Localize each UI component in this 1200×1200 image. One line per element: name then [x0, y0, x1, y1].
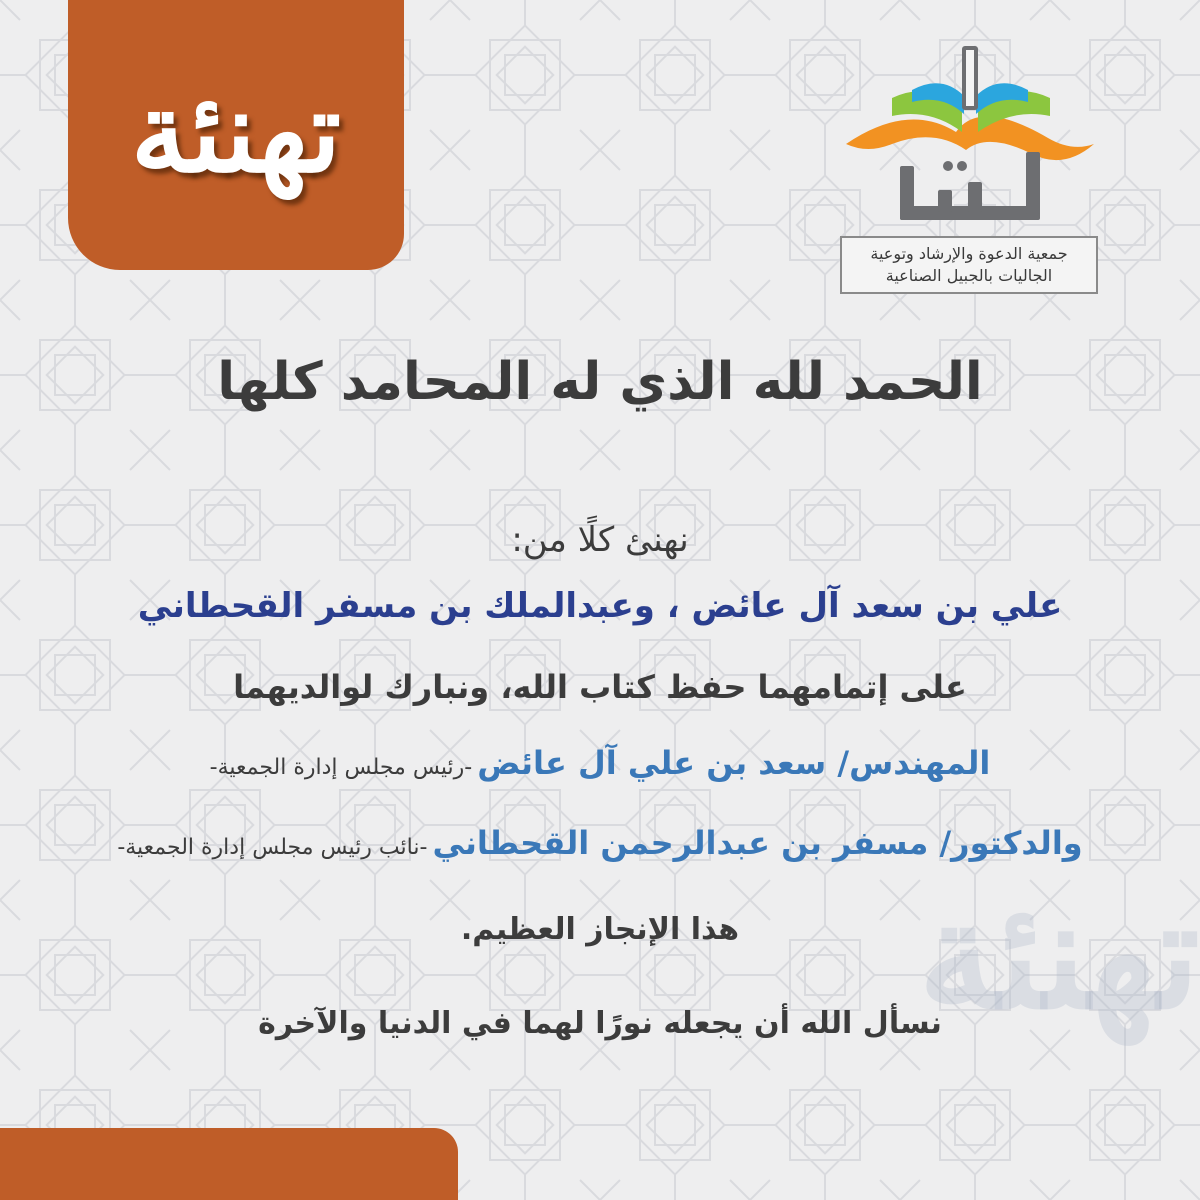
achievement-line: هذا الإنجاز العظيم. — [460, 912, 740, 947]
parent-1-role: -رئيس مجلس إدارة الجمعية- — [209, 755, 473, 780]
parent-2-name: والدكتور/ مسفر بن عبدالرحمن القحطاني — [432, 824, 1083, 862]
logo-caption-line2: الجاليات بالجبيل الصناعية — [885, 266, 1053, 285]
occasion-line: على إتمامهما حفظ كتاب الله، ونبارك لوالديهما — [233, 668, 967, 706]
main-heading: الحمد لله الذي له المحامد كلها — [217, 352, 983, 412]
organization-logo — [838, 40, 1100, 285]
parent-1-name: المهندس/ سعد بن علي آل عائض — [477, 744, 991, 782]
logo-caption-line1: جمعية الدعوة والإرشاد وتوعية — [870, 244, 1068, 263]
honoree-names: علي بن سعد آل عائض ، وعبدالملك بن مسفر القحطاني — [137, 586, 1063, 626]
logo-caption-box — [840, 236, 1098, 294]
watermark-calligraphy: تهنئة — [918, 867, 1200, 1043]
parent-1-line — [0, 744, 1200, 782]
book-logo-icon — [838, 40, 1100, 236]
parent-2-line — [0, 824, 1200, 862]
congratulations-badge — [68, 0, 404, 270]
intro-line: نهنئ كلًا من: — [511, 520, 689, 560]
bottom-accent-tab — [0, 1128, 458, 1200]
parent-2-role: -نائب رئيس مجلس إدارة الجمعية- — [117, 835, 428, 860]
badge-title: تهنئة — [130, 66, 342, 198]
prayer-line: نسأل الله أن يجعله نورًا لهما في الدنيا والآخرة — [258, 1006, 942, 1041]
